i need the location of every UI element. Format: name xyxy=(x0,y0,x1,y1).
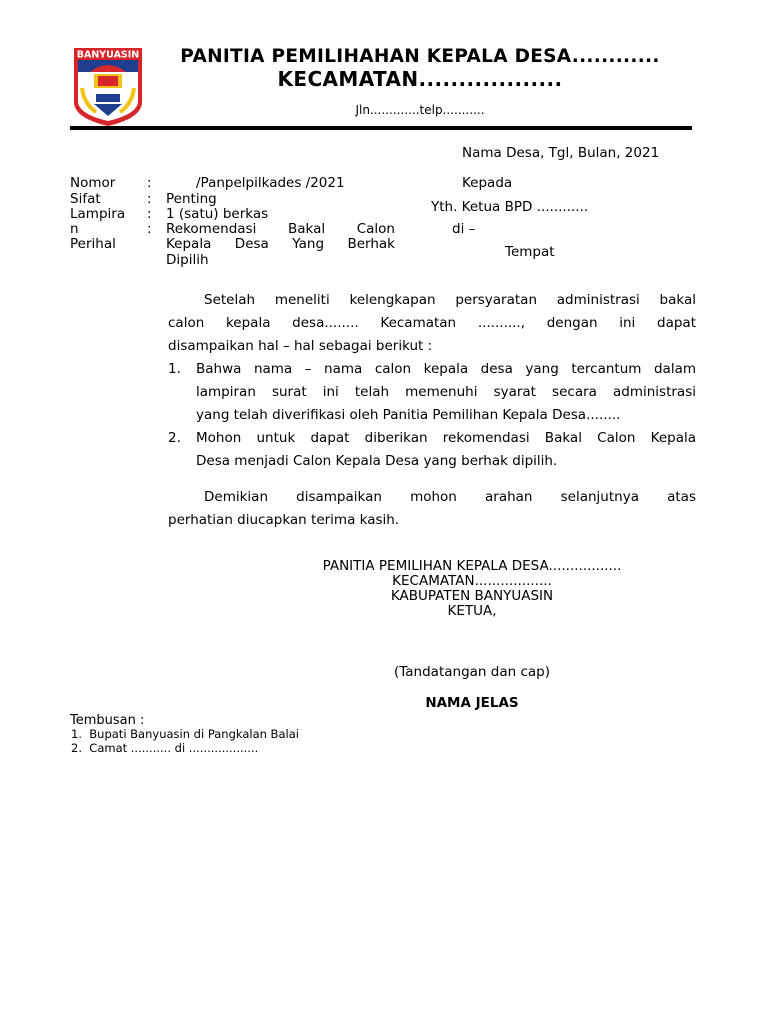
letterhead-address: Jln.............telp........... xyxy=(355,103,485,117)
signature-line-2: KECAMATAN.................. xyxy=(392,573,552,589)
intro-line-1: Setelah meneliti kelengkapan persyaratan administrasi bakal xyxy=(204,292,696,308)
list-item-2-line-2: Desa menjadi Calon Kepala Desa yang berhak dipilih. xyxy=(196,453,558,469)
lampiran-label-part1: Lampira xyxy=(70,206,126,222)
signatory-name: NAMA JELAS xyxy=(425,695,519,711)
list-number-2: 2. xyxy=(168,430,181,446)
nomor-value: /Panpelpilkades /2021 xyxy=(196,175,345,191)
letterhead-subtitle: KECAMATAN.................. xyxy=(277,67,563,91)
letter-date: Nama Desa, Tgl, Bulan, 2021 xyxy=(462,145,660,161)
recipient-name: Yth. Ketua BPD ............ xyxy=(431,199,589,215)
signature-line-3: KABUPATEN BANYUASIN xyxy=(390,588,554,604)
sifat-colon: : xyxy=(147,191,152,207)
perihal-value-line1: Rekomendasi Bakal Calon xyxy=(166,221,395,237)
letterhead-title: PANITIA PEMILIHAHAN KEPALA DESA............ xyxy=(180,46,660,67)
sifat-value: Penting xyxy=(166,191,217,207)
list-item-1-line-1: Bahwa nama – nama calon kepala desa yang tercantum dalam xyxy=(196,361,696,377)
list-item-1-line-2: lampiran surat ini telah memenuhi syarat secara administrasi xyxy=(196,384,696,400)
closing-line-2: perhatian diucapkan terima kasih. xyxy=(168,512,400,528)
tembusan-item-2: 2. Camat ........... di ................... xyxy=(71,741,259,755)
list-item-2-line-1: Mohon untuk dapat diberikan rekomendasi Bakal Calon Kepala xyxy=(196,430,696,446)
list-item-1-line-3: yang telah diverifikasi oleh Panitia Pemilihan Kepala Desa........ xyxy=(196,407,621,423)
nomor-label: Nomor xyxy=(70,175,116,191)
closing-line-1: Demikian disampaikan mohon arahan selanjutnya atas xyxy=(204,489,696,505)
perihal-colon: : xyxy=(147,221,152,237)
perihal-label: Perihal xyxy=(70,236,116,252)
tembusan-item-1: 1. Bupati Banyuasin di Pangkalan Balai xyxy=(71,727,299,741)
list-number-1: 1. xyxy=(168,361,181,377)
intro-line-2: calon kepala desa........ Kecamatan .........., dengan ini dapat xyxy=(168,315,696,331)
intro-line-3: disampaikan hal – hal sebagai berikut : xyxy=(168,338,433,354)
recipient-kepada: Kepada xyxy=(462,175,513,191)
recipient-tempat: Tempat xyxy=(505,244,555,260)
lampiran-colon: : xyxy=(147,206,152,222)
perihal-value-line2: Kepala Desa Yang Berhak xyxy=(166,236,395,252)
tembusan-title: Tembusan : xyxy=(70,713,145,728)
recipient-di: di – xyxy=(452,221,476,237)
lampiran-value: 1 (satu) berkas xyxy=(166,206,269,222)
signature-placeholder: (Tandatangan dan cap) xyxy=(394,664,550,680)
lampiran-label-part2: n xyxy=(70,221,79,237)
sifat-label: Sifat xyxy=(70,191,101,207)
signature-line-1: PANITIA PEMILIHAN KEPALA DESA................. xyxy=(322,558,622,574)
signature-line-4: KETUA, xyxy=(447,603,497,619)
perihal-value-line3: Dipilih xyxy=(166,252,209,268)
banyuasin-regency-logo xyxy=(70,44,146,128)
nomor-colon: : xyxy=(147,175,152,191)
header-divider xyxy=(70,126,692,130)
logo-text: BANYUASIN xyxy=(76,49,140,61)
